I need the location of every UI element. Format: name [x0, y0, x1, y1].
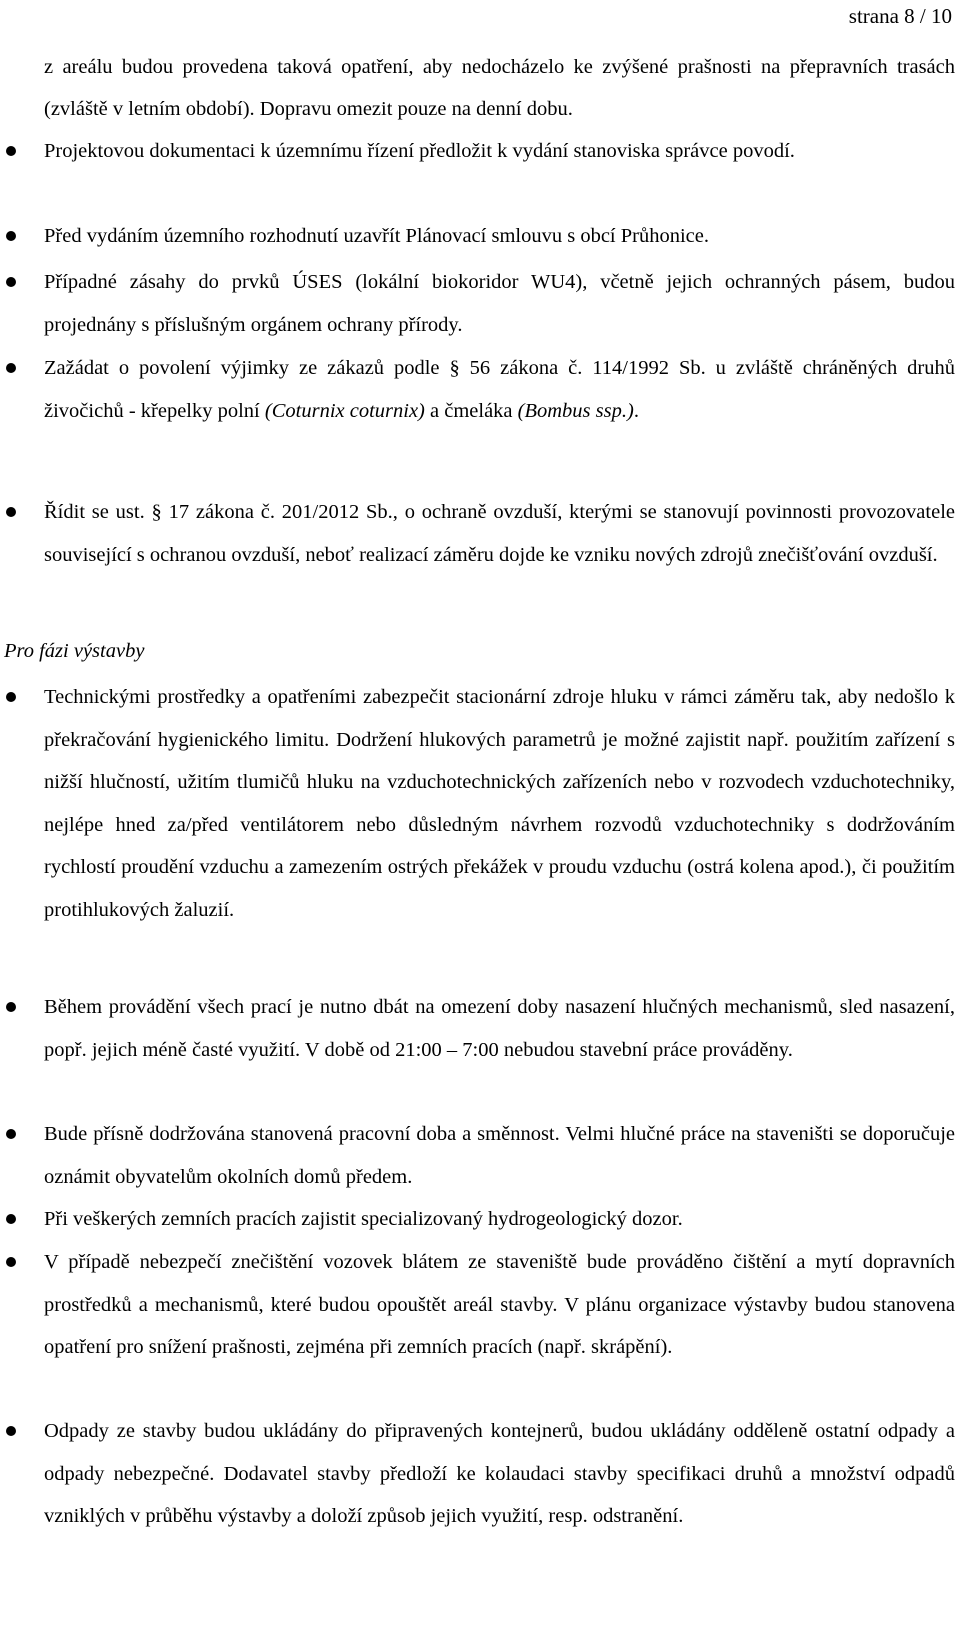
bullet-icon	[6, 363, 16, 373]
list-item	[44, 1113, 955, 1198]
section-heading: Pro fázi výstavby	[4, 640, 145, 662]
list-item	[44, 130, 955, 172]
list-item-text: Případné zásahy do prvků ÚSES (lokální biokoridor WU4), včetně jejich ochranných pásem, budou projednány s příslušným orgánem ochrany přírody.	[44, 271, 955, 336]
bullet-icon	[6, 692, 16, 702]
bullet-icon	[6, 146, 16, 156]
list-item-text	[44, 347, 955, 432]
list-item-text: Při veškerých zemních pracích zajistit specializovaný hydrogeologický dozor.	[44, 1208, 683, 1230]
list-item	[44, 1410, 955, 1538]
list-item-text: Bude přísně dodržována stanovená pracovní doba a směnnost. Velmi hlučné práce na staveništi se doporučuje oznámit obyvatelům okolních domů předem.	[44, 1123, 955, 1188]
list-item-text: Odpady ze stavby budou ukládány do připravených kontejnerů, budou ukládány odděleně ostatní odpady a odpady nebezpečné. Dodavatel stavby předloží ke kolaudaci stavby specifikaci druhů a množství odpadů vzniklých v průběhu výstavby a doloží způsob jejich využití, resp. odstranění.	[44, 1420, 955, 1527]
bullet-icon	[6, 1426, 16, 1436]
list-item-text: Během provádění všech prací je nutno dbát na omezení doby nasazení hlučných mechanismů, sled nasazení, popř. jejich méně časté využití. V době od 21:00 – 7:00 nebudou stavební práce prováděny.	[44, 996, 955, 1061]
bullet-icon	[6, 507, 16, 517]
species-name: (Bombus ssp.)	[517, 399, 634, 422]
list-item	[44, 986, 955, 1071]
list-item-text: Řídit se ust. § 17 zákona č. 201/2012 Sb., o ochraně ovzduší, kterými se stanovují povinnosti provozovatele související s ochranou ovzduší, neboť realizací záměru dojde ke vzniku nových zdrojů znečišťování ovzduší.	[44, 501, 955, 566]
list-item	[44, 261, 955, 346]
list-item-text-part: Zažádat o povolení výjimky ze zákazů podle § 56 zákona č. 114/1992 Sb. u zvláště chráněných druhů živočichů - křepelky polní	[44, 357, 955, 422]
list-item-text: Technickými prostředky a opatřeními zabezpečit stacionární zdroje hluku v rámci záměru tak, aby nedošlo k překračování hygienického limitu. Dodržení hlukových parametrů je možné zajistit např. použitím zařízení s nižší hlučností, užitím tlumičů hluku na vzduchotechnických zařízeních nebo v rozvodech vzduchotechniky, nejlépe hned za/před ventilátorem nebo důsledným návrhem rozvodů vzduchotechniky s dodržováním rychlostí proudění vzduchu a zamezením ostrých překážek v proudu vzduchu (ostrá kolena apod.), či použitím protihlukových žaluzií.	[44, 686, 955, 921]
bullet-icon	[6, 1257, 16, 1267]
list-item	[44, 491, 955, 576]
list-item	[44, 347, 955, 432]
list-item	[44, 215, 955, 257]
list-item-text-part: a čmeláka	[424, 399, 518, 422]
species-name: (Coturnix coturnix)	[264, 399, 425, 422]
bullet-icon	[6, 231, 16, 241]
list-item-text: Projektovou dokumentaci k územnímu řízení předložit k vydání stanoviska správce povodí.	[44, 140, 795, 162]
page-number: strana 8 / 10	[848, 4, 952, 28]
bullet-icon	[6, 1002, 16, 1012]
bullet-icon	[6, 277, 16, 287]
list-item-text-part: .	[633, 399, 639, 422]
list-item-text: Před vydáním územního rozhodnutí uzavřít Plánovací smlouvu s obcí Průhonice.	[44, 225, 709, 247]
list-item	[44, 1198, 955, 1241]
continuation-paragraph: z areálu budou provedena taková opatření, aby nedocházelo ke zvýšené prašnosti na přepravních trasách (zvláště v letním období). Dopravu omezit pouze na denní dobu.	[44, 56, 955, 120]
list-item	[44, 676, 955, 931]
list-item-text: V případě nebezpečí znečištění vozovek blátem ze staveniště bude prováděno čištění a mytí dopravních prostředků a mechanismů, které budou opouštět areál stavby. V plánu organizace výstavby budou stanovena opatření pro snížení prašnosti, zejména při zemních pracích (např. skrápění).	[44, 1251, 955, 1358]
bullet-icon	[6, 1129, 16, 1139]
list-item	[44, 1241, 955, 1369]
bullet-icon	[6, 1214, 16, 1224]
